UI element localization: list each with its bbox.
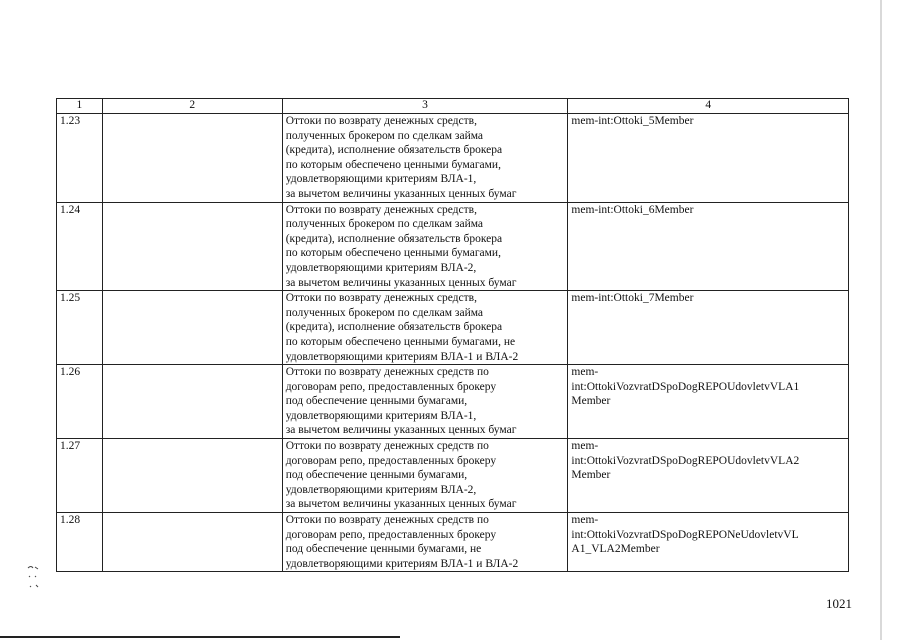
table-body xyxy=(57,114,849,572)
member-tag-line: A1_VLA2Member xyxy=(571,543,660,556)
table-row xyxy=(57,114,849,203)
description-line: Оттоки по возврату денежных средств, xyxy=(285,292,477,305)
scan-edge-line xyxy=(880,0,882,640)
description-line: под обеспечение ценными бумагами, xyxy=(285,395,468,408)
description-line: Оттоки по возврату денежных средств по xyxy=(285,440,489,453)
empty-cell xyxy=(102,114,282,203)
footer-rule xyxy=(0,636,400,638)
description-line: за вычетом величины указанных ценных бумаг xyxy=(285,276,517,289)
description-line: полученных брокером по сделкам займа xyxy=(285,306,484,319)
member-tag-line: mem- xyxy=(571,514,599,527)
empty-cell xyxy=(102,439,282,513)
description-line: Оттоки по возврату денежных средств, xyxy=(285,115,477,127)
description-line: полученных брокером по сделкам займа xyxy=(285,129,484,142)
description-line: договорам репо, предоставленных брокеру xyxy=(285,528,497,541)
table-row xyxy=(57,291,849,365)
description-line: по которым обеспечено ценными бумагами, xyxy=(285,158,501,171)
table-header-row xyxy=(57,99,849,114)
description-cell xyxy=(282,291,568,365)
empty-cell xyxy=(102,202,282,291)
description-line: удовлетворяющими критериям ВЛА-1, xyxy=(285,409,477,422)
row-number-cell: 1.26 xyxy=(57,365,103,439)
member-tag-cell xyxy=(568,365,849,439)
scan-artifact-icon xyxy=(26,564,42,594)
empty-cell xyxy=(102,291,282,365)
description-line: под обеспечение ценными бумагами, xyxy=(285,469,468,482)
row-number-cell: 1.27 xyxy=(57,439,103,513)
member-tag-line: mem-int:Ottoki_5Member xyxy=(571,115,694,127)
member-tag-line: mem- xyxy=(571,366,599,379)
column-header-2: 2 xyxy=(102,99,282,114)
table-row xyxy=(57,513,849,572)
table-row xyxy=(57,202,849,291)
description-cell xyxy=(282,365,568,439)
table-row xyxy=(57,365,849,439)
description-line: (кредита), исполнение обязательств брокера xyxy=(285,321,503,334)
empty-cell xyxy=(102,365,282,439)
description-line: по которым обеспечено ценными бумагами, xyxy=(285,247,501,260)
description-cell xyxy=(282,202,568,291)
member-tag-line: mem- xyxy=(571,440,599,453)
member-tag-line: int:OttokiVozvratDSpoDogREPOUdovletvVLA2 xyxy=(571,454,800,467)
row-number-cell: 1.25 xyxy=(57,291,103,365)
description-line: удовлетворяющими критериям ВЛА-1, xyxy=(285,173,477,186)
description-cell xyxy=(282,439,568,513)
member-tag-line: mem-int:Ottoki_6Member xyxy=(571,203,694,216)
member-tag-cell xyxy=(568,202,849,291)
description-line: Оттоки по возврату денежных средств, xyxy=(285,203,477,216)
column-header-1: 1 xyxy=(57,99,103,114)
description-line: удовлетворяющими критериям ВЛА-1 и ВЛА-2 xyxy=(285,557,519,570)
description-line: удовлетворяющими критериям ВЛА-2, xyxy=(285,483,477,496)
description-line: за вычетом величины указанных ценных бумаг xyxy=(285,187,517,200)
member-tag-cell xyxy=(568,291,849,365)
row-number-cell: 1.28 xyxy=(57,513,103,572)
member-tag-line: Member xyxy=(571,395,611,408)
table-row xyxy=(57,439,849,513)
page-number: 1021 xyxy=(826,596,852,611)
description-line: по которым обеспечено ценными бумагами, не xyxy=(285,335,516,348)
row-number-cell: 1.24 xyxy=(57,202,103,291)
member-tag-line: mem-int:Ottoki_7Member xyxy=(571,292,694,305)
description-line: договорам репо, предоставленных брокеру xyxy=(285,454,497,467)
description-line: полученных брокером по сделкам займа xyxy=(285,218,484,231)
description-cell xyxy=(282,513,568,572)
row-number-cell: 1.23 xyxy=(57,114,103,203)
column-header-4: 4 xyxy=(568,99,849,114)
description-line: (кредита), исполнение обязательств брокера xyxy=(285,232,503,245)
empty-cell xyxy=(102,513,282,572)
description-line: под обеспечение ценными бумагами, не xyxy=(285,543,482,556)
description-line: Оттоки по возврату денежных средств по xyxy=(285,366,489,379)
column-header-3: 3 xyxy=(282,99,568,114)
description-line: (кредита), исполнение обязательств брокера xyxy=(285,144,503,157)
description-line: удовлетворяющими критериям ВЛА-2, xyxy=(285,261,477,274)
description-line: за вычетом величины указанных ценных бумаг xyxy=(285,424,517,437)
member-tag-cell xyxy=(568,513,849,572)
member-tag-cell xyxy=(568,114,849,203)
description-line: договорам репо, предоставленных брокеру xyxy=(285,380,497,393)
member-tag-line: int:OttokiVozvratDSpoDogREPOUdovletvVLA1 xyxy=(571,380,800,393)
margin-marks xyxy=(26,564,42,597)
member-tag-cell xyxy=(568,439,849,513)
description-line: Оттоки по возврату денежных средств по xyxy=(285,514,489,527)
data-table xyxy=(56,98,849,572)
description-line: удовлетворяющими критериям ВЛА-1 и ВЛА-2 xyxy=(285,350,519,363)
description-cell xyxy=(282,114,568,203)
member-tag-line: int:OttokiVozvratDSpoDogREPONeUdovletvVL xyxy=(571,528,799,541)
description-line: за вычетом величины указанных ценных бумаг xyxy=(285,498,517,511)
member-tag-line: Member xyxy=(571,469,611,482)
